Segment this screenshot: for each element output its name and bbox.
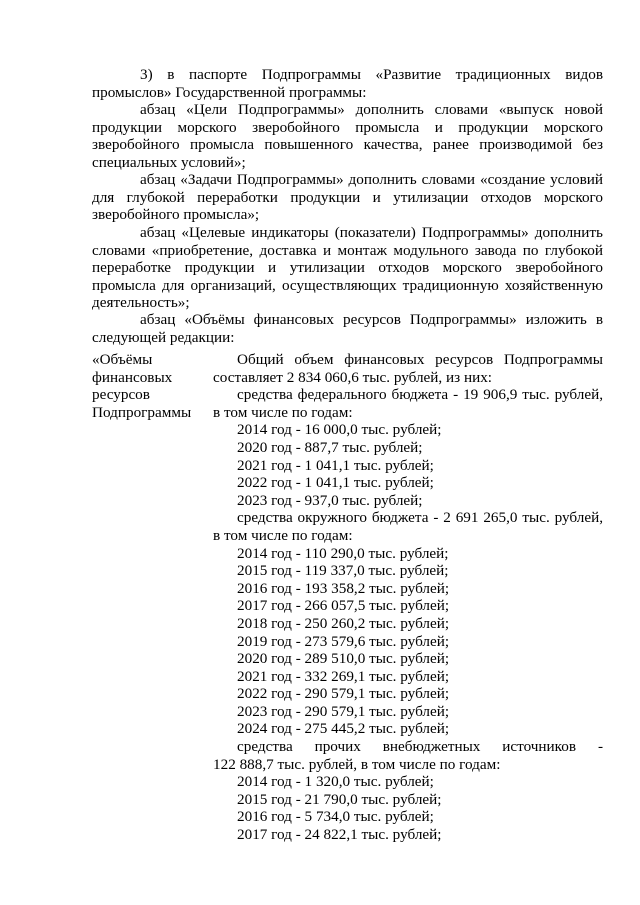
indicators-paragraph (92, 224, 603, 312)
text-line: абзац «Задачи Подпрограммы» дополнить словами «создание условий (140, 171, 603, 188)
text-line: продукции морского зверобойного промысла и продукции морского (92, 118, 603, 136)
text-line: Общий объем финансовых ресурсов Подпрограммы (237, 351, 603, 368)
text-line: для глубокой переработки продукции и утилизации отходов морского (92, 188, 603, 206)
text-line: финансовых (92, 368, 173, 386)
goals-paragraph (92, 101, 603, 171)
district-year-line: 2024 год - 275 445,2 тыс. рублей; (237, 720, 450, 738)
text-line: зверобойного промысла»; (92, 206, 260, 224)
text-line: промысла для организаций, осуществляющих традиционную хозяйственную (92, 276, 603, 294)
text-line: абзац «Цели Подпрограммы» дополнить словами «выпуск новой (140, 101, 603, 118)
volumes-paragraph (92, 311, 603, 346)
text-line: 3) в паспорте Подпрограммы «Развитие традиционных видов (140, 66, 603, 83)
district-year-line: 2020 год - 289 510,0 тыс. рублей; (237, 650, 450, 668)
text-line: словами «приобретение, доставка и монтаж модульного завода по глубокой (92, 241, 603, 259)
other-year-line: 2014 год - 1 320,0 тыс. рублей; (237, 773, 434, 791)
table-left-label (92, 351, 202, 421)
text-line: средства окружного бюджета - 2 691 265,0 тыс. рублей, (237, 509, 603, 527)
federal-year-line: 2022 год - 1 041,1 тыс. рублей; (237, 474, 434, 492)
text-line: специальных условий»; (92, 153, 246, 171)
table-right-content (213, 351, 603, 844)
text-line: абзац «Объёмы финансовых ресурсов Подпрограммы» изложить в (140, 311, 603, 328)
text-line: Подпрограммы (92, 403, 192, 421)
intro-paragraph (92, 66, 603, 101)
text-line: переработке продукции и утилизации отходов морского зверобойного (92, 259, 603, 277)
text-line: составляет 2 834 060,6 тыс. рублей, из них: (213, 368, 493, 386)
text-line: промыслов» Государственной программы: (92, 83, 367, 101)
federal-year-line: 2014 год - 16 000,0 тыс. рублей; (237, 421, 442, 439)
text-line: в том числе по годам: (213, 403, 353, 421)
tasks-paragraph (92, 171, 603, 224)
text-line: ресурсов (92, 386, 150, 404)
text-line: «Объёмы (92, 351, 153, 368)
district-year-line: 2015 год - 119 337,0 тыс. рублей; (237, 562, 449, 580)
federal-year-line: 2020 год - 887,7 тыс. рублей; (237, 438, 423, 456)
text-line: в том числе по годам: (213, 526, 353, 544)
federal-year-line: 2023 год - 937,0 тыс. рублей; (237, 491, 423, 509)
district-year-line: 2019 год - 273 579,6 тыс. рублей; (237, 632, 450, 650)
other-year-line: 2015 год - 21 790,0 тыс. рублей; (237, 790, 442, 808)
district-year-line: 2014 год - 110 290,0 тыс. рублей; (237, 544, 449, 562)
district-year-line: 2021 год - 332 269,1 тыс. рублей; (237, 667, 450, 685)
other-year-line: 2016 год - 5 734,0 тыс. рублей; (237, 808, 434, 826)
text-line: следующей редакции: (92, 328, 235, 346)
text-line: средства прочих внебюджетных источников - (237, 738, 603, 756)
text-line: средства федерального бюджета - 19 906,9 тыс. рублей, (237, 386, 603, 404)
text-line: зверобойного промысла повышенного качества, ранее производимой без (92, 136, 603, 154)
other-year-line: 2017 год - 24 822,1 тыс. рублей; (237, 826, 442, 844)
federal-year-line: 2021 год - 1 041,1 тыс. рублей; (237, 456, 434, 474)
district-year-line: 2022 год - 290 579,1 тыс. рублей; (237, 685, 450, 703)
district-year-line: 2016 год - 193 358,2 тыс. рублей; (237, 579, 450, 597)
text-line: абзац «Целевые индикаторы (показатели) Подпрограммы» дополнить (140, 224, 603, 241)
district-year-line: 2018 год - 250 260,2 тыс. рублей; (237, 614, 450, 632)
district-year-line: 2023 год - 290 579,1 тыс. рублей; (237, 702, 450, 720)
text-line: деятельность»; (92, 294, 190, 312)
district-year-line: 2017 год - 266 057,5 тыс. рублей; (237, 597, 450, 615)
text-line: 122 888,7 тыс. рублей, в том числе по годам: (213, 755, 501, 773)
